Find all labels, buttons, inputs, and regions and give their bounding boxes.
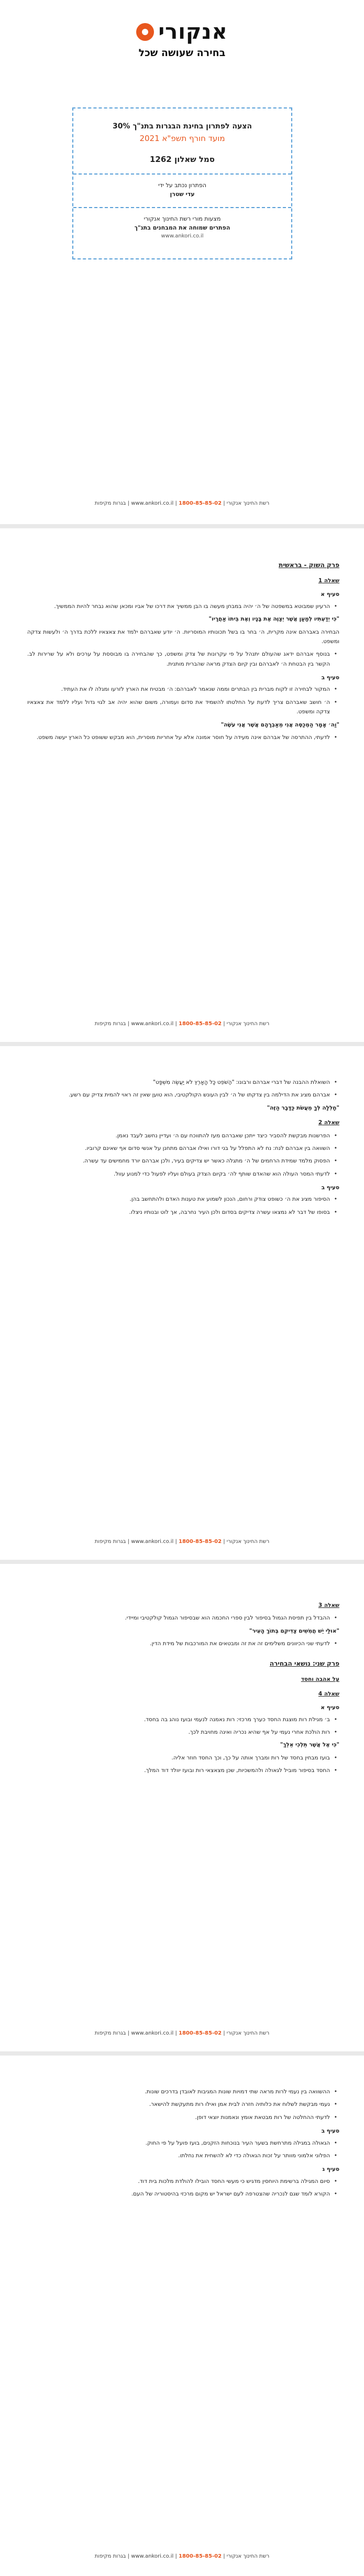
answer-paragraph: • אברהם מציג את הדילמה בין צדקתו של ה׳ לבין העונש הקולקטיבי, הוא טוען שאין זה ראוי להמית צדיק עם רשע.: [27, 1090, 339, 1100]
answer-paragraph: • רות הולכת אחרי נעמי על אף שהיא נכריה ואינה מחויבת לכך.: [27, 1727, 339, 1737]
answer-paragraph: • נעמי מבקשת לשלוח את כלותיה חזרה לבית אמן ואילו רות מתעקשת להישאר.: [27, 2100, 339, 2109]
answer-paragraph: • בועז מבחין בחסד של רות ומברך אותה על כך, וכך החסד חוזר אליה.: [27, 1753, 339, 1763]
page-3-content: [27, 1078, 339, 1220]
quote: "וַה׳ אָמָר הַמְכַסֶּה אֲנִי מֵאַבְרָהָם אֲשֶׁר אֲנִי עֹשֶׂה": [220, 721, 339, 728]
cover-divider-2: [73, 207, 291, 208]
cover-divider: [73, 173, 291, 175]
answer-paragraph: • הרעיון שמבוטא במשפטה של ה׳ יהיה במבחן מעשה בו הבן ממשיך את דרכו של אביו ומכאן שהוא נבחר להיות הממשיך.: [27, 602, 339, 611]
cover-title: הצעה לפתרון בחינת הבגרות בתנ"ך 30%: [112, 122, 252, 131]
quote: "אוּלַי יֵשׁ חֲמִשִּׁים צַדִּיקִם בְּתוֹךְ הָעִיר": [249, 1627, 339, 1634]
quote: "כִּי אֶל אֲשֶׁר תֵּלְכִי אֵלֵךְ": [280, 1742, 339, 1748]
page-5-content: [27, 2087, 339, 2202]
answer-paragraph: • הפסוק מלמד שמידת הרחמים של ה׳ מתגלה כאשר יש צדיקים בעיר, ולכן אברהם יורד מחמישים עד עשרה.: [27, 1156, 339, 1166]
sub-question-title: סעיף ב: [321, 1184, 339, 1191]
footer-phone[interactable]: 1800-85-85-02: [179, 1021, 222, 1027]
sub-question-title: סעיף ג: [322, 2166, 339, 2173]
sub-question-title: סעיף ב: [321, 675, 339, 681]
cover-url[interactable]: www.ankori.co.il: [161, 233, 204, 239]
logo-mark-icon: [136, 23, 154, 41]
page-footer: רשת החינוך אנקורי | www.ankori.co.il | 1800-85-85-02 | בגרות מקיפות: [94, 1021, 270, 1027]
question-title: שאלה 3: [318, 1602, 339, 1608]
answer-paragraph: • הסיפור מציג את ה׳ כשופט צודק ורחום, הנכון לשמוע את טענות האדם ולהתחשב בהן.: [27, 1194, 339, 1204]
question-title: שאלה 1: [318, 578, 339, 584]
answer-paragraph: • החסד בסיפור מוביל לגאולה ולהמשכיות, שכן מצאצאי רות ובועז יוולד דוד המלך.: [27, 1766, 339, 1775]
page-footer: רשת החינוך אנקורי | www.ankori.co.il | 1800-85-85-02 | בגרות מקיפות: [94, 2553, 270, 2559]
page-footer: רשת החינוך אנקורי | www.ankori.co.il | 1800-85-85-02 | בגרות מקיפות: [94, 2030, 270, 2036]
answer-paragraph: • המקור לבחירה זו לקוח מברית בין הבתרים וממה שנאמר לאברהם: ה׳ מבטיח את הארץ לזרעו ומגלה לו את העתיד.: [27, 684, 339, 694]
answer-paragraph: • הקורא לומד שגם לנכריה שהצטרפה לעם ישראל יש מקום מרכזי בהיסטוריה של העם.: [27, 2189, 339, 2199]
answer-paragraph: • ב׳ מגילת רות מוצגת החסד כערך מרכזי: רות נאמנה לנעמי ובועז נוהג בה בחסד.: [27, 1715, 339, 1724]
cover-author: עדי שטרן: [170, 191, 195, 198]
page-footer: רשת החינוך אנקורי | www.ankori.co.il | 1800-85-85-02 | בגרות מקיפות: [94, 501, 270, 506]
footer-phone[interactable]: 1800-85-85-02: [179, 501, 222, 506]
cover-box: [72, 107, 292, 259]
document-page-2: [0, 528, 364, 1042]
page-2-content: [27, 560, 339, 745]
page-footer: רשת החינוך אנקורי | www.ankori.co.il | 1800-85-85-02 | בגרות מקיפות: [94, 1539, 270, 1545]
footer-phone[interactable]: 1800-85-85-02: [179, 1539, 222, 1545]
answer-paragraph: • ההבדל בין תפיסת הגמול בסיפור לבין ספרי החכמה הוא שבסיפור הגמול קולקטיבי ומיידי.: [27, 1613, 339, 1623]
question-title: שאלה 2: [318, 1119, 339, 1126]
brand-logo: [0, 20, 364, 59]
answer-paragraph: • הפלוני אלמוני מוותר על זכות הגאולה כדי לא להשחית את נחלתו.: [27, 2151, 339, 2160]
document-page-5: [0, 2056, 364, 2576]
quote: "חָלִלָה לְּךָ מֵעֲשֹׂת כַּדָּבָר הַזֶּה": [267, 1104, 339, 1111]
cover-prepared-by: הפתרון נכתב על ידי: [158, 182, 206, 189]
answer-paragraph: • לדעתי המסר העולה הוא שהאדם שותף לה׳ בקיום הצדק בעולם ועליו לפעול כדי למנוע עוול.: [27, 1169, 339, 1179]
answer-paragraph: • השואלת ההבנה של דברי אברהם ורבונו: "הַשֹׁפֵט כָּל הָאָרֶץ לֹא יַעֲשֶׂה מִשְׁפָּט": [27, 1078, 339, 1087]
footer-phone[interactable]: 1800-85-85-02: [179, 2030, 222, 2036]
answer-paragraph: • בנוסף אברהם ידאג שהעולם יתנהל על פי עקרונות של צדק ומשפט, כך שהבחירה בו מבוססת על ערכים ולא על שרירות לב. הקשר בין הבטחת ה׳ לאברהם ובין קיום הצדק מראה שהברית מותנית.: [27, 649, 339, 669]
answer-paragraph: • לדעתי, ההתרסה של אברהם אינה מעידה על חוסר אמונה אלא על אחריות מוסרית, הוא מבקש ששופט כל הארץ יעשה משפט.: [27, 733, 339, 742]
quote: "כִּי יְדַעְתִּיו לְמַעַן אֲשֶׁר יְצַוֶּה אֶת בָּנָיו וְאֶת בֵּיתוֹ אַחֲרָיו": [208, 616, 339, 623]
answer-paragraph: הבחירה באברהם אינה מקרית, ה׳ בחר בו בשל תכונותיו המוסריות. ה׳ יודע שאברהם ילמד את צאצאיו ללכת בדרך ה׳ ולעשות צדקה ומשפט.: [27, 628, 339, 645]
answer-paragraph: • הפרשנות מבקשת להסביר כיצד ייתכן שאברהם מעז להתווכח עם ה׳ ועדיין נחשב לעבד נאמן.: [27, 1131, 339, 1140]
sub-question-title: סעיף ב: [321, 2128, 339, 2135]
answer-paragraph: • לדעתי ההחלטה של רות מבטאת אומץ ונאמנות יוצאי דופן.: [27, 2113, 339, 2122]
cover-network-2: הפתרים שמוחה את המבחנים בתנ"ך: [134, 224, 230, 231]
sub-question-title: סעיף א: [321, 591, 339, 598]
answer-paragraph: • לדעתי שני הכיוונים משלימים זה את זה ומבטאים את המורכבות של מידת הדין.: [27, 1639, 339, 1648]
document-page-3: [0, 1046, 364, 1560]
brand-tagline: בחירה שעושה שכל: [138, 47, 226, 59]
document-page-4: [0, 1564, 364, 2051]
sub-question-title: סעיף א: [321, 1704, 339, 1711]
answer-paragraph: • ה׳ חושב שאברהם צריך לדעת על החלטתו להשמיד את סדום ועמורה, משום שהוא יהיה אב לגוי גדול ועליו ללמד את צאצאיו צדקה ומשפט.: [27, 698, 339, 717]
answer-paragraph: • סיום המגילה ברשימת היוחסין מדגיש כי מעשי החסד הובילו להולדת מלכות בית דוד.: [27, 2177, 339, 2186]
section-title: פרק השוק - בראשית: [279, 561, 339, 569]
cover-exam-code: סמל שאלון 1262: [150, 155, 215, 164]
section-title: פרק שני: נושאי הבחירה: [269, 1659, 339, 1667]
answer-paragraph: • השוואה בין אברהם לנח: נח לא התפלל על בני דורו ואילו אברהם מתחנן על אנשי סדום אף שאינם קרוביו.: [27, 1144, 339, 1153]
footer-phone[interactable]: 1800-85-85-02: [179, 2553, 222, 2559]
answer-paragraph: • בסופו של דבר לא נמצאו עשרה צדיקים בסדום ולכן העיר נחרבה, אך לוט ובנותיו ניצלו.: [27, 1208, 339, 1217]
answer-paragraph: • ההשוואה בין נעמי לרות מראה שתי דמויות שונות המגיבות לאובדן בדרכים שונות.: [27, 2087, 339, 2096]
document-page-1: [0, 0, 364, 524]
cover-session: מועד חורף תשפ"א 2021: [139, 134, 225, 143]
brand-name: אנקורי: [158, 20, 228, 44]
topic-title: על אהבה וחסד: [301, 1676, 339, 1682]
page-4-content: [27, 1595, 339, 1779]
cover-network: מצעות מורי רשת החינוך אנקורי: [144, 215, 221, 222]
question-title: שאלה 4: [318, 1690, 339, 1697]
answer-paragraph: • הגאולה במגילה מתרחשת בשער העיר בנוכחות הזקנים, בועז פועל על פי החוק.: [27, 2138, 339, 2148]
